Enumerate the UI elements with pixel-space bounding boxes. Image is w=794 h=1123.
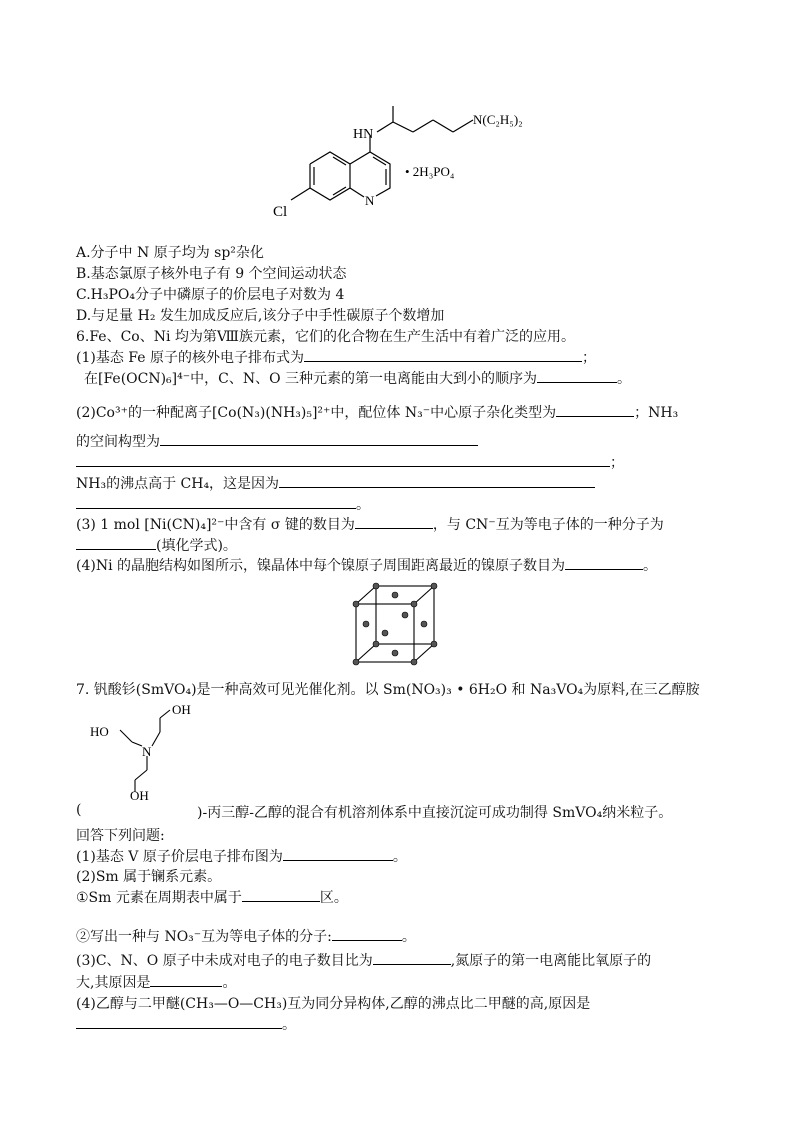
option-d: D.与足量 H₂ 发生加成反应后,该分子中手性碳原子个数增加 <box>76 308 445 324</box>
q7-part3b <box>76 972 236 992</box>
q6-part2c-end: ； <box>610 455 624 471</box>
q6-part1a <box>76 347 596 367</box>
q7-paren-open: ( <box>76 802 82 818</box>
q6-part2b-text: 的空间构型为 <box>76 434 160 450</box>
q6-part3a <box>76 514 664 534</box>
q6-part1b-text: 在[Fe(OCN)₆]⁴⁻中，C、N、O 三种元素的第一电离能由大到小的顺序为 <box>84 371 538 387</box>
q6-part1a-end: ； <box>581 350 596 366</box>
q6-part2c <box>76 452 624 472</box>
q7-part2b <box>76 926 416 946</box>
answer-blank[interactable] <box>76 494 356 509</box>
oh-bottom-label: OH <box>130 788 149 800</box>
answer-blank[interactable] <box>283 846 393 861</box>
q6-part4-end: 。 <box>643 558 658 574</box>
q7-part2a <box>76 887 348 907</box>
q7-part3a <box>76 950 651 970</box>
q7-part1-end: 。 <box>392 849 407 865</box>
diethylamino-label: N(C₂H₅)₂ <box>473 112 523 127</box>
answer-blank[interactable] <box>355 514 433 529</box>
q6-part2d <box>76 473 595 493</box>
q7-part4b <box>76 1014 296 1034</box>
q7-part2b-text: ②写出一种与 NO₃⁻互为等电子体的分子: <box>76 929 332 945</box>
q7-part4a: (4)乙醇与二甲醚(CH₃—O—CH₃)互为同分异构体,乙醇的沸点比二甲醚的高,原因是 <box>76 996 591 1012</box>
q6-part2b <box>76 431 478 451</box>
q7-part2b-end: 。 <box>401 929 416 945</box>
q7-part2a-end: 区。 <box>319 890 348 906</box>
q7-part3b-text: 大,其原因是 <box>76 975 151 991</box>
answer-blank[interactable] <box>242 887 320 902</box>
option-c: C.H₃PO₄分子中磷原子的价层电子对数为 4 <box>76 287 345 303</box>
q6-part1b-end: 。 <box>617 371 632 387</box>
ho-label: HO <box>90 724 109 739</box>
q6-part2e <box>76 494 370 514</box>
phosphate-label: • 2H₃PO₄ <box>405 164 455 179</box>
q6-part1a-text: (1)基态 Fe 原子的核外电子排布式为 <box>76 350 304 366</box>
option-b: B.基态氯原子核外电子有 9 个空间运动状态 <box>76 266 347 282</box>
ring-n-label: N <box>365 193 375 208</box>
q6-part1b <box>84 368 631 388</box>
chloroquine-structure <box>255 92 555 232</box>
q6-part3a-text: (3) 1 mol [Ni(CN)₄]²⁻中含有 σ 键的数目为 <box>76 517 355 533</box>
q6-part3a-mid: ，与 CN⁻互为等电子体的一种分子为 <box>432 517 664 533</box>
cl-label: Cl <box>273 204 288 220</box>
answer-blank[interactable] <box>279 473 595 488</box>
q6-part2d-text: NH₃的沸点高于 CH₄，这是因为 <box>76 476 280 492</box>
q6-part4 <box>76 555 657 575</box>
q7-part2a-text: ①Sm 元素在周期表中属于 <box>76 890 242 906</box>
answer-blank[interactable] <box>150 972 222 987</box>
option-a: A.分子中 N 原子均为 sp²杂化 <box>76 245 264 261</box>
q7-part2: (2)Sm 属于镧系元素。 <box>76 869 222 885</box>
q6-part3b-text: (填化学式)。 <box>156 538 237 554</box>
q7-part4b-end: 。 <box>282 1017 296 1033</box>
answer-blank[interactable] <box>537 368 617 383</box>
q7-continue: )-丙三醇-乙醇的混合有机溶剂体系中直接沉淀可成功制得 SmVO₄纳米粒子。 <box>197 805 673 821</box>
answer-blank[interactable] <box>332 926 402 941</box>
q7-intro: 7. 钒酸钐(SmVO₄)是一种高效可见光催化剂。以 Sm(NO₃)₃ • 6H₂O 和 Na₃VO₄为原料,在三乙醇胺 <box>76 682 700 698</box>
q6-part3b <box>76 535 237 555</box>
q6-part2e-end: 。 <box>356 497 370 513</box>
q7-part3b-end: 。 <box>222 975 237 991</box>
triethanolamine-structure <box>90 700 210 800</box>
answer-blank[interactable] <box>565 555 643 570</box>
answer-blank[interactable] <box>76 1014 282 1029</box>
q7-part1-text: (1)基态 V 原子价层电子排布图为 <box>76 849 283 865</box>
q7-part1 <box>76 846 407 866</box>
answer-blank[interactable] <box>160 431 478 446</box>
q6-intro: 6.Fe、Co、Ni 均为第Ⅷ族元素，它们的化合物在生产生活中有着广泛的应用。 <box>76 329 575 345</box>
q7-part3a-mid: ,氮原子的第一电离能比氧原子的 <box>450 953 652 969</box>
oh-top-label: OH <box>172 702 191 717</box>
answer-blank[interactable] <box>76 535 156 550</box>
q6-part2a <box>76 402 678 422</box>
q7-answer-prompt: 回答下列问题: <box>76 828 165 844</box>
answer-blank[interactable] <box>76 452 610 467</box>
q6-part4-text: (4)Ni 的晶胞结构如图所示，镍晶体中每个镍原子周围距离最近的镍原子数目为 <box>76 558 566 574</box>
q6-part2a-text: (2)Co³⁺的一种配离子[Co(N₃)(NH₃)₅]²⁺中，配位体 N₃⁻中心原子杂化类型为 <box>76 405 557 421</box>
hn-label: HN <box>353 127 374 142</box>
answer-blank[interactable] <box>556 402 634 417</box>
n-label: N <box>142 744 152 759</box>
q6-part2a-end: ；NH₃ <box>634 405 679 421</box>
q7-part3a-text: (3)C、N、O 原子中未成对电子的电子数目比为 <box>76 953 373 969</box>
answer-blank[interactable] <box>373 950 451 965</box>
nickel-unit-cell <box>352 582 442 668</box>
answer-blank[interactable] <box>304 347 582 362</box>
